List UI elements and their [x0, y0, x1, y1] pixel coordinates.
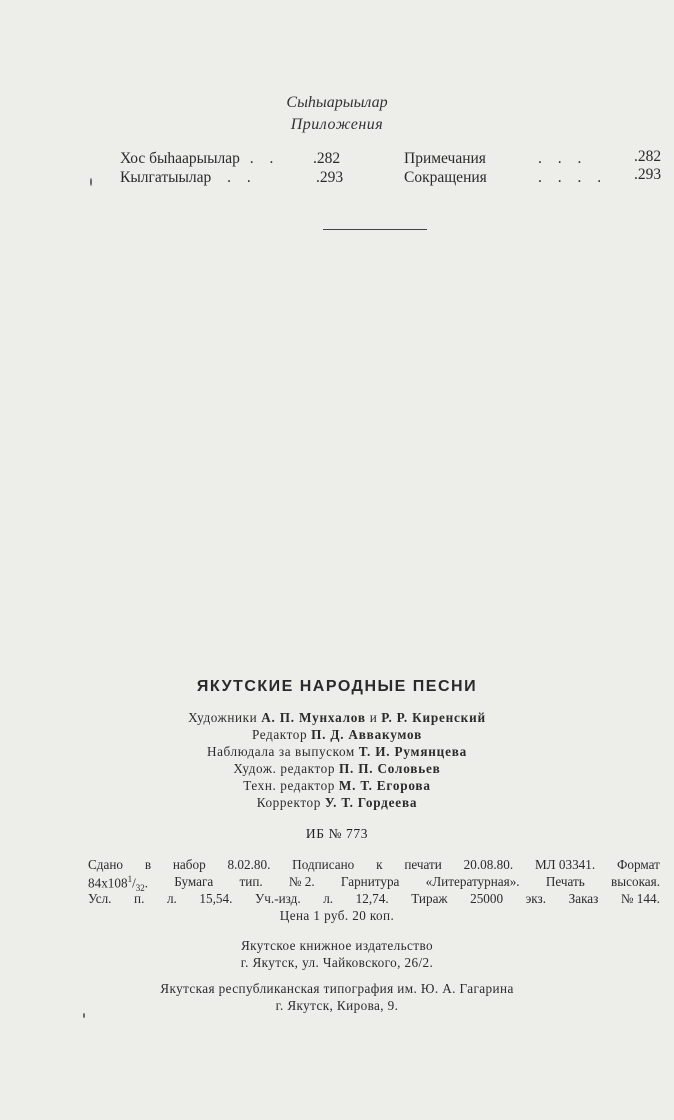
- imprint-line-3: [88, 891, 660, 907]
- imprint-word: Формат: [616, 857, 660, 872]
- toc-page-number: .282: [634, 148, 662, 165]
- ib-number: ИБ № 773: [305, 826, 369, 841]
- imprint-word: тип.: [239, 874, 263, 889]
- imprint-word: Сдано: [88, 857, 124, 872]
- imprint-word: печати: [404, 857, 442, 872]
- toc-entry: [120, 169, 257, 187]
- toc-entry-label-ru: Сокращения: [404, 169, 487, 186]
- imprint-word: Печать: [545, 874, 585, 889]
- imprint-word: л.: [166, 891, 177, 906]
- toc-page-number: .293: [634, 166, 662, 183]
- imprint-word: МЛ 03341.: [534, 857, 596, 872]
- toc-entry-label: Хос быһаарыылар: [120, 150, 240, 167]
- imprint-word: № 144.: [620, 891, 660, 906]
- imprint-word: 15,54.: [199, 891, 233, 906]
- publisher-name: Якутское книжное издательство: [240, 938, 434, 953]
- contents-heading-sakha: Сыһыарыылар: [286, 94, 388, 111]
- toc-entry-label: Кылгатыылар: [120, 169, 212, 186]
- toc-leader-dots: . .: [227, 169, 257, 186]
- toc-entry: [120, 150, 279, 168]
- contents-heading-russian: Приложения: [290, 116, 384, 133]
- credit-line: Наблюдала за выпуском Т. И. Румянцева: [206, 744, 468, 759]
- toc-leader-dots: . .: [249, 150, 280, 167]
- imprint-word: Уч.-изд.: [254, 891, 301, 906]
- imprint-word: Заказ: [568, 891, 599, 906]
- imprint-word: 8.02.80.: [227, 857, 271, 872]
- imprint-word: экз.: [525, 891, 547, 906]
- section-divider: [323, 229, 427, 230]
- credit-line: Техн. редактор М. Т. Егорова: [243, 778, 431, 793]
- imprint-word: 20.08.80.: [463, 857, 514, 872]
- credit-line: Корректор У. Т. Гордеева: [256, 795, 418, 810]
- toc-page-number: .293: [316, 169, 344, 186]
- paper-speck: [90, 178, 92, 186]
- printer-address: г. Якутск, Кирова, 9.: [275, 998, 399, 1013]
- imprint-word: Подписано: [292, 857, 355, 872]
- imprint-word: Тираж: [411, 891, 448, 906]
- imprint-word: Бумага: [174, 874, 214, 889]
- toc-leader-dots: . . . .: [538, 169, 608, 186]
- imprint-word: 25000: [470, 891, 504, 906]
- toc-page-number: .282: [313, 150, 341, 167]
- imprint-word: 12,74.: [355, 891, 389, 906]
- credit-line: Редактор П. Д. Аввакумов: [251, 727, 423, 742]
- imprint-word: Усл.: [88, 891, 112, 906]
- imprint-word: в: [144, 857, 152, 872]
- publisher-address: г. Якутск, ул. Чайковского, 26/2.: [240, 955, 434, 970]
- imprint-word: п.: [134, 891, 145, 906]
- paper-speck: [83, 1013, 85, 1018]
- toc-entry-label-ru: Примечания: [404, 150, 486, 167]
- imprint-line-1: [88, 857, 660, 873]
- imprint-word: высокая.: [611, 874, 660, 889]
- imprint-word: «Литературная».: [425, 874, 520, 889]
- book-title: ЯКУТСКИЕ НАРОДНЫЕ ПЕСНИ: [196, 678, 478, 695]
- format-value: $84x108^1/_{32}$.: [88, 874, 149, 894]
- price: Цена 1 руб. 20 коп.: [279, 908, 395, 923]
- printer-name: Якутская республиканская типография им. Ю. А. Гагарина: [160, 981, 514, 996]
- imprint-word: набор: [172, 857, 206, 872]
- imprint-word: к: [376, 857, 383, 872]
- imprint-word: л.: [323, 891, 334, 906]
- credit-line: Худож. редактор П. П. Соловьев: [233, 761, 441, 776]
- imprint-word: Гарнитура: [340, 874, 400, 889]
- credit-line: Художники А. П. Мунхалов и Р. Р. Киренский: [188, 710, 486, 725]
- imprint-word: № 2.: [288, 874, 315, 889]
- toc-leader-dots: . . .: [538, 150, 588, 167]
